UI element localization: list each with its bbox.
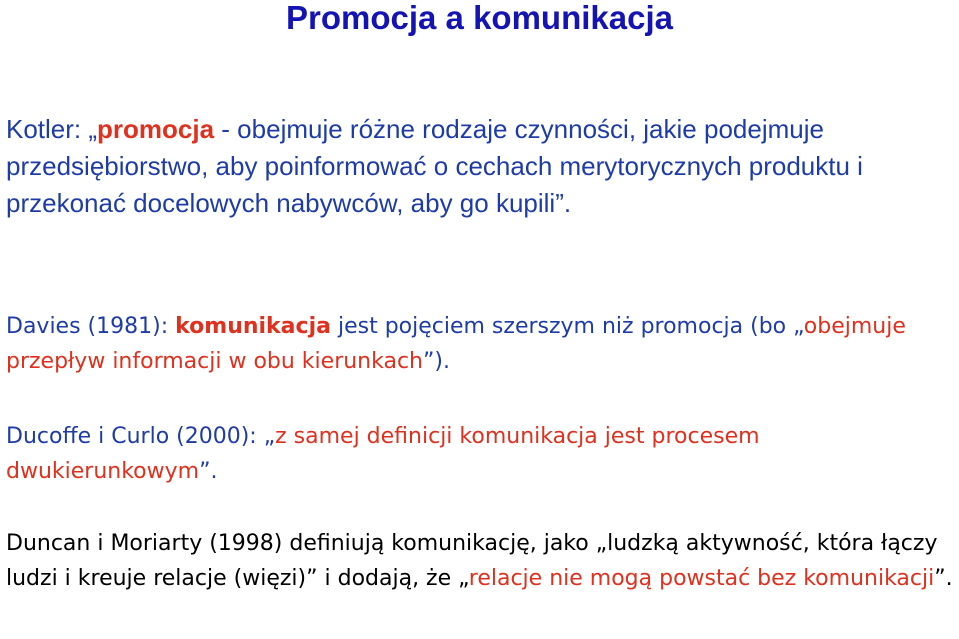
ducoffe-open-quote: „ bbox=[263, 424, 276, 449]
duncan-phrase: ludzką aktywność, która łączy ludzi i kreuje relacje (więzi) bbox=[6, 531, 938, 591]
duncan-text: Duncan i Moriarty (1998) definiują komunikację, jako bbox=[6, 531, 596, 556]
slide-title: Promocja a komunikacja bbox=[286, 0, 673, 36]
davies-term: komunikacja bbox=[175, 314, 331, 339]
kotler-author: Kotler: bbox=[6, 114, 89, 144]
davies-author: Davies (1981): bbox=[6, 314, 176, 339]
kotler-definition-text: - obejmuje różne rodzaje czynności, jakie podejmuje przedsiębiorstwo, aby poinformować o cechach merytorycznych produktu i przekonać docelowych nabywców, aby go kupili bbox=[6, 114, 863, 218]
duncan-phrase-open: „ bbox=[595, 531, 608, 556]
davies-quote: obejmuje przepływ informacji w obu kierunkach bbox=[6, 314, 906, 374]
davies-close: ”). bbox=[423, 349, 450, 374]
kotler-open-quote: „ bbox=[88, 114, 98, 144]
kotler-close: ”. bbox=[555, 188, 572, 218]
duncan-close: ”. bbox=[934, 566, 953, 591]
ducoffe-definition bbox=[6, 419, 956, 489]
duncan-definition bbox=[6, 526, 956, 596]
ducoffe-author: Ducoffe i Curlo (2000): bbox=[6, 424, 264, 449]
ducoffe-close: ”. bbox=[199, 459, 218, 484]
duncan-text2: i dodają, że bbox=[317, 566, 459, 591]
duncan-phrase-close: ” bbox=[306, 566, 318, 591]
duncan-quote-open: „ bbox=[458, 566, 469, 591]
kotler-term: promocja bbox=[97, 114, 215, 144]
ducoffe-quote: z samej definicji komunikacja jest procesem dwukierunkowym bbox=[6, 424, 760, 484]
davies-definition bbox=[6, 309, 956, 379]
davies-open-quote: „ bbox=[793, 314, 804, 339]
davies-text: jest pojęciem szerszym niż promocja (bo bbox=[330, 314, 794, 339]
duncan-quote: relacje nie mogą powstać bez komunikacji bbox=[468, 566, 935, 591]
kotler-definition bbox=[6, 111, 959, 222]
